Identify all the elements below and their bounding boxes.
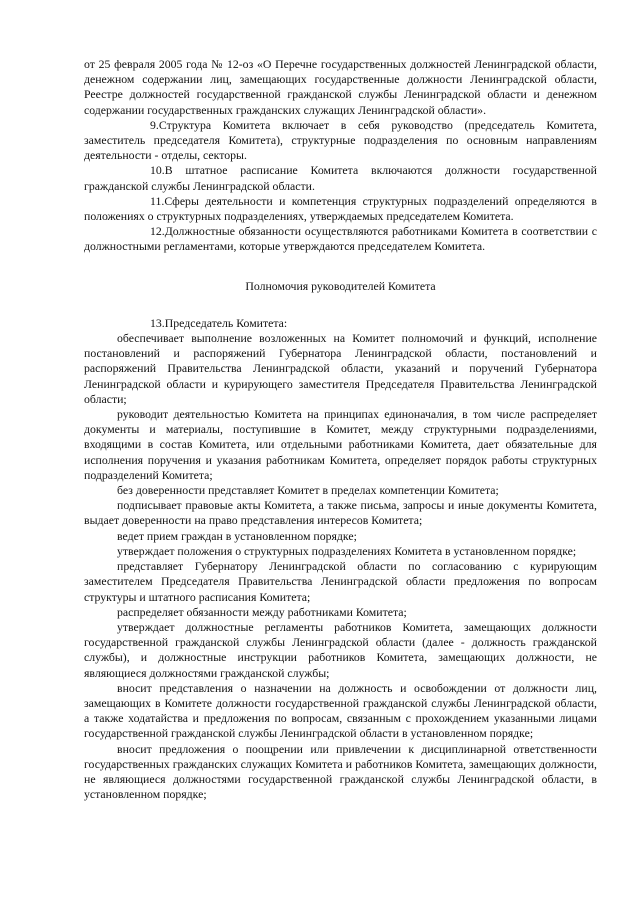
item-text: Председатель Комитета:	[164, 315, 288, 330]
item-text: Должностные обязанности осуществляются работниками Комитета в соответствии с должностными регламентами, которые утверждаются председателем Комитета.	[84, 224, 597, 254]
duty-paragraph: представляет Губернатору Ленинградской области по согласованию с курирующим заместителем Председателя Правительства Ленинградской области предложения по вопросам структуры и штатного расписания Комитета;	[84, 559, 597, 604]
duty-paragraph: ведет прием граждан в установленном порядке;	[117, 528, 357, 543]
item-number: 10.	[150, 163, 165, 178]
duty-paragraph: утверждает должностные регламенты работников Комитета, замещающих должности государственной гражданской службы Ленинградской области (далее - должность гражданской службы), и должностные инструкции работников Комитета, замещающих должности, не являющиеся должностями гражданской службы;	[84, 619, 597, 680]
duty-paragraph: обеспечивает выполнение возложенных на Комитет полномочий и функций, исполнение постановлений и распоряжений Губернатора Ленинградской области, постановлений и распоряжений Правительства Ленинградской области, указаний и поручений Губернатора Ленинградской области и курирующего заместителя Председателя Правительства Ленинградской области;	[84, 331, 597, 406]
section-heading: Полномочия руководителей Комитета	[245, 278, 436, 293]
duty-paragraph: вносит предложения о поощрении или привлечении к дисциплинарной ответственности государственных гражданских служащих Комитета и работников Комитета, замещающих должности, не являющиеся должностями государственной гражданской службы Ленинградской области, в установленном порядке;	[84, 741, 597, 802]
item-number: 9.	[150, 117, 159, 132]
duty-paragraph: подписывает правовые акты Комитета, а также письма, запросы и иные документы Комитета, выдает доверенности на право представления интересов Комитета;	[84, 498, 597, 528]
duty-paragraph: руководит деятельностью Комитета на принципах единоначалия, в том числе распределяет документы и материалы, поступившие в Комитет, между структурными подразделениями, входящими в состав Комитета, или отдельными работниками Комитета, дает обязательные для исполнения поручения и указания работникам Комитета, определяет порядок работы структурных подразделений Комитета;	[84, 407, 597, 482]
item-text: В штатное расписание Комитета включаются должности государственной гражданской службы Ленинградской области.	[84, 163, 597, 193]
item-number: 11.	[150, 193, 165, 208]
item-text: Структура Комитета включает в себя руководство (председатель Комитета, заместитель председателя Комитета), структурные подразделения по основным направлениям деятельности - отделы, секторы.	[84, 117, 597, 163]
item-number: 13.	[150, 315, 165, 330]
item-text: Сферы деятельности и компетенция структурных подразделений определяются в положениях о структурных подразделениях, утверждаемых председателем Комитета.	[84, 193, 597, 224]
item-9	[84, 118, 597, 164]
duty-paragraph: без доверенности представляет Комитет в пределах компетенции Комитета;	[117, 483, 499, 498]
lead-paragraph: от 25 февраля 2005 года № 12-оз «О Перечне государственных должностей Ленинградской области, денежном содержании лиц, замещающих государственные должности Ленинградской области, Реестре должностей государственной гражданской службы Ленинградской области и денежном содержании государственных гражданских служащих Ленинградской области».	[84, 57, 597, 117]
item-12	[84, 224, 597, 254]
item-11	[84, 194, 597, 224]
item-13	[84, 316, 597, 331]
duty-paragraph: распределяет обязанности между работниками Комитета;	[117, 604, 407, 619]
item-10	[84, 163, 597, 193]
duty-paragraph: вносит представления о назначении на должность и освобождении от должности лиц, замещающих в Комитете должности государственной гражданской службы Ленинградской области, а также ходатайства и предложения по вопросам, связанным с прохождением указанными лицами государственной гражданской службы Ленинградской области в установленном порядке;	[84, 680, 597, 741]
duty-paragraph: утверждает положения о структурных подразделениях Комитета в установленном порядке;	[117, 543, 577, 558]
item-number: 12.	[150, 224, 165, 239]
